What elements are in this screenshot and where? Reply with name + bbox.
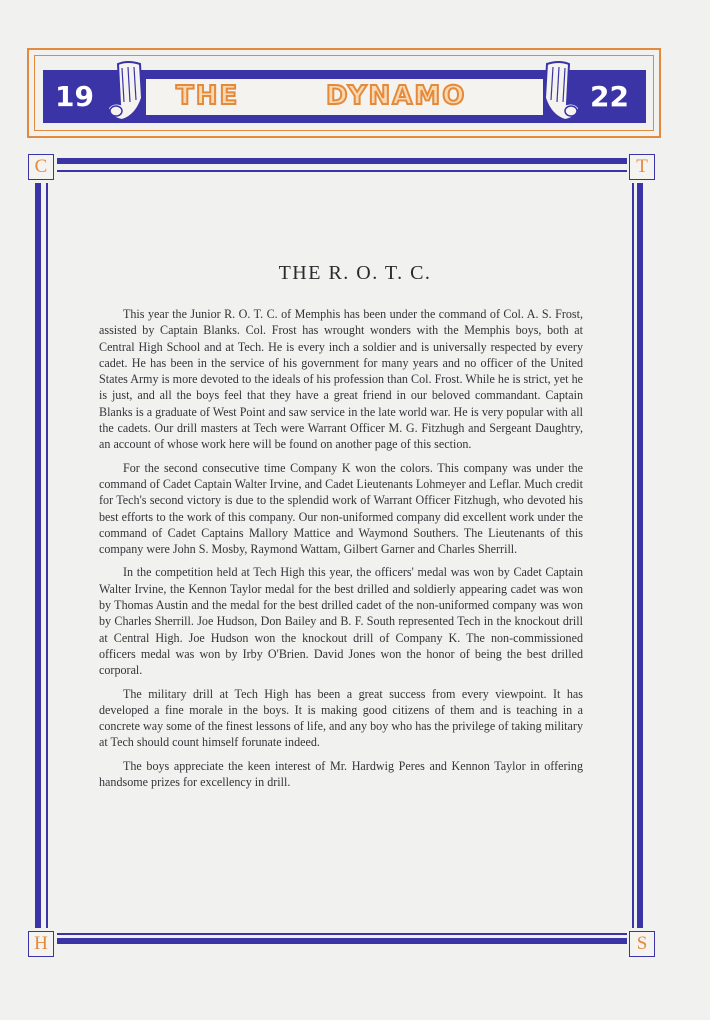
paragraph: The boys appreciate the keen interest of Mr. Hardwig Peres and Kennon Taylor in offering handsome prizes for excellency in drill. (99, 758, 583, 790)
paragraph: For the second consecutive time Company K won the colors. This company was under the command of Cadet Captain Walter Irvine, and Cadet Lieutenants Lohmeyer and Leflar. Much credit for Tech's second victory is due to the splendid work of Warrant Officer Fitzhugh, who devoted his best efforts to the work of this company. Our non-uniformed company did excellent work under the command of Cadet Captains Mallory Mattice and Waymond Southers. The Lieutenants of this company were John S. Mosby, Raymond Wattam, Gilbert Garner and Charles Sherrill. (99, 460, 583, 557)
paragraph: In the competition held at Tech High this year, the officers' medal was won by Cadet Captain Walter Irvine, the Kennon Taylor medal for the best drilled and soldierly appearing cadet was won by Thomas Austin and the medal for the best drilled cadet of the non-uniformed company was won by Charles Sherrill. Joe Hudson, Don Bailey and B. F. South represented Tech in the knockout drill at Central High. Joe Hudson won the knockout drill of Company K. The non-commissioned officers medal was won by Irby O'Brien. David Jones won the honor of being the best drilled corporal. (99, 565, 583, 678)
scroll-icon (100, 58, 150, 124)
corner-letter-top-right: T (629, 154, 655, 180)
paragraph: This year the Junior R. O. T. C. of Memphis has been under the command of Col. A. S. Frost, assisted by Captain Blanks. Col. Frost has wrought wonders with the Memphis boys, both at Central High School and at Tech. He is every inch a soldier and is universally respected by every cadet. He has been in the service of his government for many years and no officer of the United States Army is more devoted to the ideals of his profession than Col. Frost. While he is strict, yet he is just, and all the boys feel that they have a great friend in our beloved commandant. Captain Blanks is a graduate of West Point and saw service in the late world war. He is very popular with all the cadets. Our drill masters at Tech were Warrant Officer M. G. Fitzhugh and Sergeant Daughtry, an account of whose work here will be found on another page of this section. (99, 307, 583, 452)
title-word-dynamo: DYNAMO (326, 81, 467, 111)
scroll-icon (537, 58, 587, 124)
corner-letter-top-left: C (28, 154, 54, 180)
article-body (99, 306, 583, 797)
frame-bottom-rule (57, 933, 627, 951)
article-title: THE R. O. T. C. (278, 262, 432, 284)
corner-letter-bottom-right: S (629, 931, 655, 957)
frame-left-rule (35, 183, 49, 928)
paragraph: The military drill at Tech High has been a great success from every viewpoint. It has developed a fine morale in the boys. It is making good citizens of them and is teaching in a concrete way some of the finest lessons of life, and any boy who has the privilege of taking military at Tech should count himself forunate indeed. (99, 686, 583, 750)
year-left: 19 (55, 80, 94, 113)
frame-right-rule (632, 183, 646, 928)
frame-top-rule (57, 158, 627, 174)
year-right: 22 (590, 80, 629, 113)
title-word-the: THE (176, 81, 240, 111)
corner-letter-bottom-left: H (28, 931, 54, 957)
